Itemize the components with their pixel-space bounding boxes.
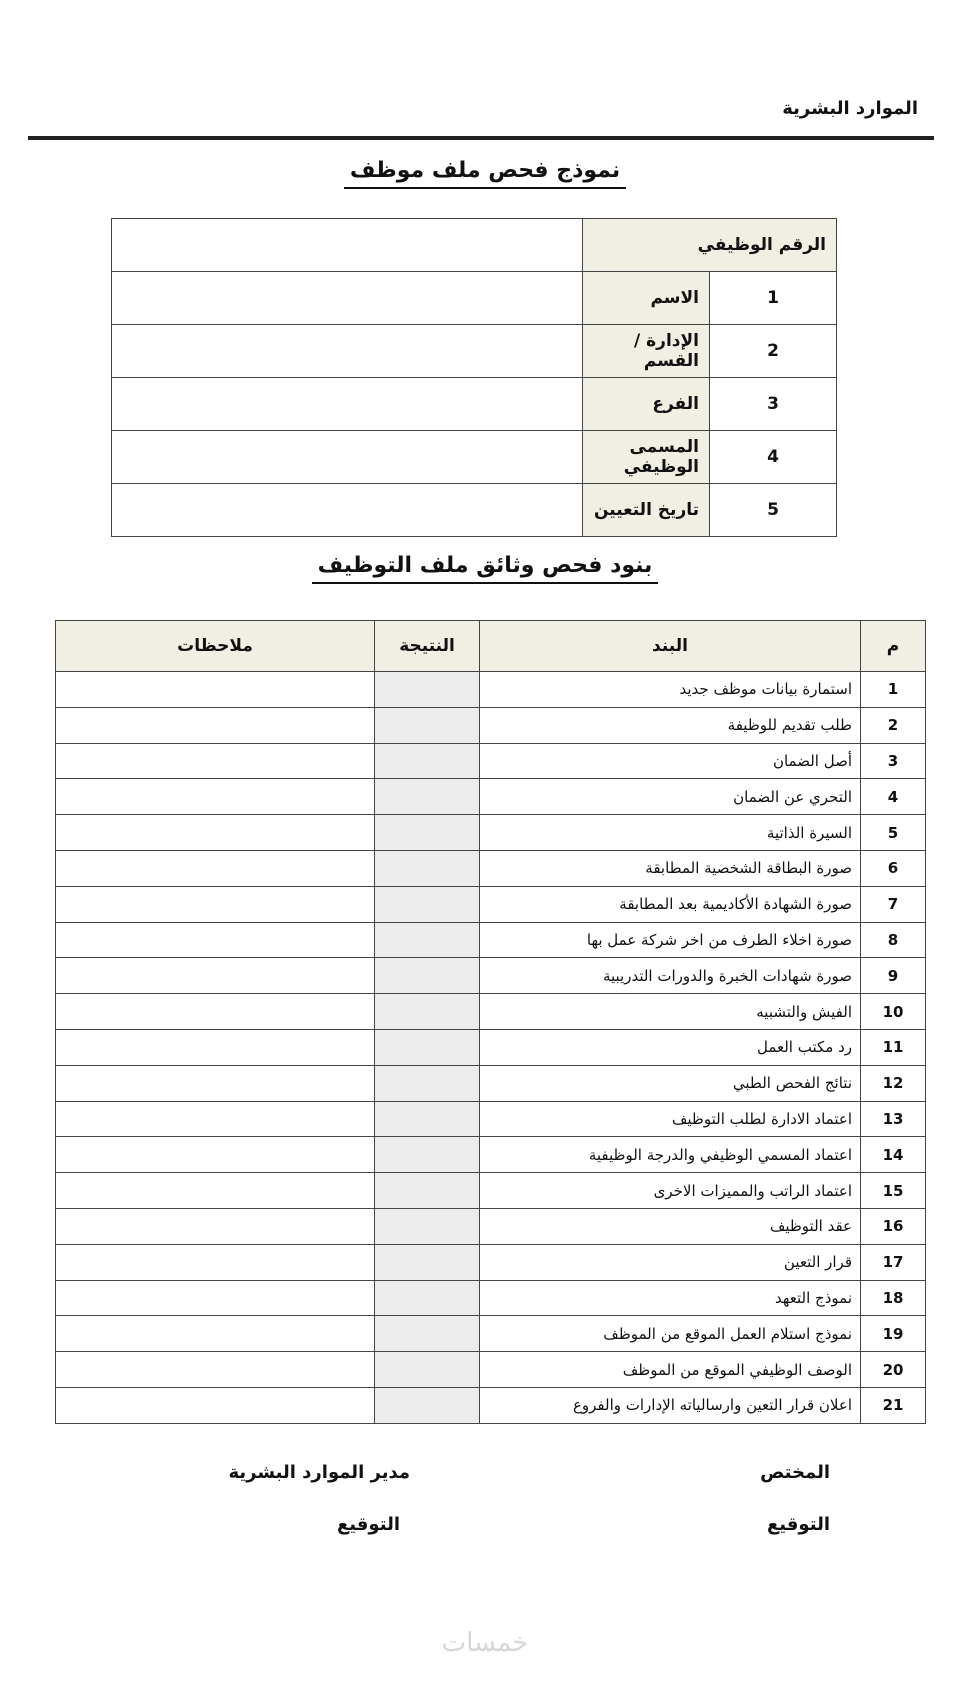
info-row [112,325,837,378]
row-number: 6 [861,850,926,886]
row-result-cell[interactable] [375,1387,480,1423]
row-result-cell[interactable] [375,1208,480,1244]
section-title-wrap [0,553,970,584]
table-row [56,815,926,851]
info-heading-row [112,219,837,272]
row-item: صورة البطاقة الشخصية المطابقة [480,850,861,886]
row-item: رد مكتب العمل [480,1029,861,1065]
row-item: عقد التوظيف [480,1208,861,1244]
table-row [56,743,926,779]
specialist-signature-label: التوقيع [767,1514,830,1535]
row-notes-cell[interactable] [56,1173,375,1209]
row-item: صورة شهادات الخبرة والدورات التدريبية [480,958,861,994]
table-row [56,1316,926,1352]
table-row [56,707,926,743]
row-item: نموذج استلام العمل الموقع من الموظف [480,1316,861,1352]
row-result-cell[interactable] [375,707,480,743]
row-result-cell[interactable] [375,886,480,922]
row-notes-cell[interactable] [56,1137,375,1173]
info-row-number: 3 [710,378,837,431]
row-result-cell[interactable] [375,743,480,779]
checklist-header-row [56,621,926,672]
row-result-cell[interactable] [375,850,480,886]
row-notes-cell[interactable] [56,1387,375,1423]
row-item: الفيش والتشبيه [480,994,861,1030]
table-row [56,850,926,886]
row-notes-cell[interactable] [56,994,375,1030]
table-row [56,1352,926,1388]
watermark: خمسات [441,1628,529,1658]
row-notes-cell[interactable] [56,672,375,708]
row-notes-cell[interactable] [56,1029,375,1065]
info-row-label: الاسم [583,272,710,325]
table-row [56,1244,926,1280]
row-result-cell[interactable] [375,672,480,708]
info-row-number: 4 [710,431,837,484]
name-field[interactable] [112,272,583,325]
job-title-field[interactable] [112,431,583,484]
table-row [56,922,926,958]
row-item: اعتماد الراتب والمميزات الاخرى [480,1173,861,1209]
row-number: 8 [861,922,926,958]
row-item: نتائج الفحص الطبي [480,1065,861,1101]
table-row [56,1101,926,1137]
row-result-cell[interactable] [375,994,480,1030]
table-row [56,1137,926,1173]
row-item: اعتماد الادارة لطلب التوظيف [480,1101,861,1137]
row-notes-cell[interactable] [56,743,375,779]
row-notes-cell[interactable] [56,958,375,994]
row-number: 9 [861,958,926,994]
info-row [112,484,837,537]
row-result-cell[interactable] [375,815,480,851]
info-row [112,272,837,325]
row-notes-cell[interactable] [56,1101,375,1137]
table-row [56,1387,926,1423]
row-number: 19 [861,1316,926,1352]
info-row-label: الإدارة /القسم [583,325,710,378]
row-result-cell[interactable] [375,1029,480,1065]
row-result-cell[interactable] [375,1173,480,1209]
row-notes-cell[interactable] [56,1280,375,1316]
specialist-label: المختص [760,1462,830,1483]
info-row-number: 2 [710,325,837,378]
employee-id-label: الرقم الوظيفي [583,219,837,272]
row-item: صورة اخلاء الطرف من اخر شركة عمل بها [480,922,861,958]
row-item: استمارة بيانات موظف جديد [480,672,861,708]
row-notes-cell[interactable] [56,779,375,815]
manager-signature-label: التوقيع [337,1514,400,1535]
employee-info-table [111,218,837,537]
row-notes-cell[interactable] [56,815,375,851]
table-row [56,1029,926,1065]
row-number: 12 [861,1065,926,1101]
header-notes: ملاحظات [56,621,375,672]
row-number: 13 [861,1101,926,1137]
row-number: 21 [861,1387,926,1423]
info-row-number: 1 [710,272,837,325]
row-number: 3 [861,743,926,779]
row-number: 11 [861,1029,926,1065]
row-result-cell[interactable] [375,1101,480,1137]
table-row [56,994,926,1030]
form-title: نموذج فحص ملف موظف [344,158,626,189]
row-item: طلب تقديم للوظيفة [480,707,861,743]
table-row [56,779,926,815]
row-result-cell[interactable] [375,1065,480,1101]
row-notes-cell[interactable] [56,1208,375,1244]
info-row [112,378,837,431]
hire-date-field[interactable] [112,484,583,537]
branch-field[interactable] [112,378,583,431]
header-item: البند [480,621,861,672]
row-notes-cell[interactable] [56,1316,375,1352]
row-number: 20 [861,1352,926,1388]
info-row-label: تاريخ التعيين [583,484,710,537]
row-number: 1 [861,672,926,708]
row-result-cell[interactable] [375,1316,480,1352]
row-item: قرار التعين [480,1244,861,1280]
row-item: صورة الشهادة الأكاديمية بعد المطابقة [480,886,861,922]
header-number: م [861,621,926,672]
info-row-number: 5 [710,484,837,537]
info-row [112,431,837,484]
row-item: الوصف الوظيفي الموقع من الموظف [480,1352,861,1388]
row-number: 15 [861,1173,926,1209]
hr-manager-label: مدير الموارد البشرية [228,1462,410,1483]
checklist-table [55,620,926,1424]
header-rule [28,136,934,140]
table-row [56,1065,926,1101]
row-item: أصل الضمان [480,743,861,779]
row-item: السيرة الذاتية [480,815,861,851]
row-number: 16 [861,1208,926,1244]
employee-id-field[interactable] [112,219,583,272]
row-number: 2 [861,707,926,743]
table-row [56,1280,926,1316]
row-notes-cell[interactable] [56,886,375,922]
row-number: 10 [861,994,926,1030]
row-number: 5 [861,815,926,851]
row-notes-cell[interactable] [56,850,375,886]
row-result-cell[interactable] [375,1352,480,1388]
table-row [56,1173,926,1209]
table-row [56,1208,926,1244]
section-title: بنود فحص وثائق ملف التوظيف [312,553,659,584]
row-notes-cell[interactable] [56,922,375,958]
row-item: اعلان قرار التعين وارسالياته الإدارات والفروع [480,1387,861,1423]
row-notes-cell[interactable] [56,707,375,743]
row-result-cell[interactable] [375,958,480,994]
header-result: النتيجة [375,621,480,672]
row-notes-cell[interactable] [56,1065,375,1101]
row-result-cell[interactable] [375,1280,480,1316]
row-item: نموذج التعهد [480,1280,861,1316]
department-header: الموارد البشرية [782,98,918,119]
row-number: 17 [861,1244,926,1280]
info-row-label: الفرع [583,378,710,431]
table-row [56,886,926,922]
department-field[interactable] [112,325,583,378]
row-number: 7 [861,886,926,922]
row-number: 18 [861,1280,926,1316]
row-result-cell[interactable] [375,1137,480,1173]
row-result-cell[interactable] [375,779,480,815]
row-result-cell[interactable] [375,1244,480,1280]
info-row-label: المسمى الوظيفي [583,431,710,484]
row-item: التحري عن الضمان [480,779,861,815]
form-title-wrap [0,158,970,189]
table-row [56,958,926,994]
row-number: 14 [861,1137,926,1173]
row-item: اعتماد المسمي الوظيفي والدرجة الوظيفية [480,1137,861,1173]
table-row [56,672,926,708]
row-notes-cell[interactable] [56,1244,375,1280]
row-number: 4 [861,779,926,815]
row-notes-cell[interactable] [56,1352,375,1388]
row-result-cell[interactable] [375,922,480,958]
